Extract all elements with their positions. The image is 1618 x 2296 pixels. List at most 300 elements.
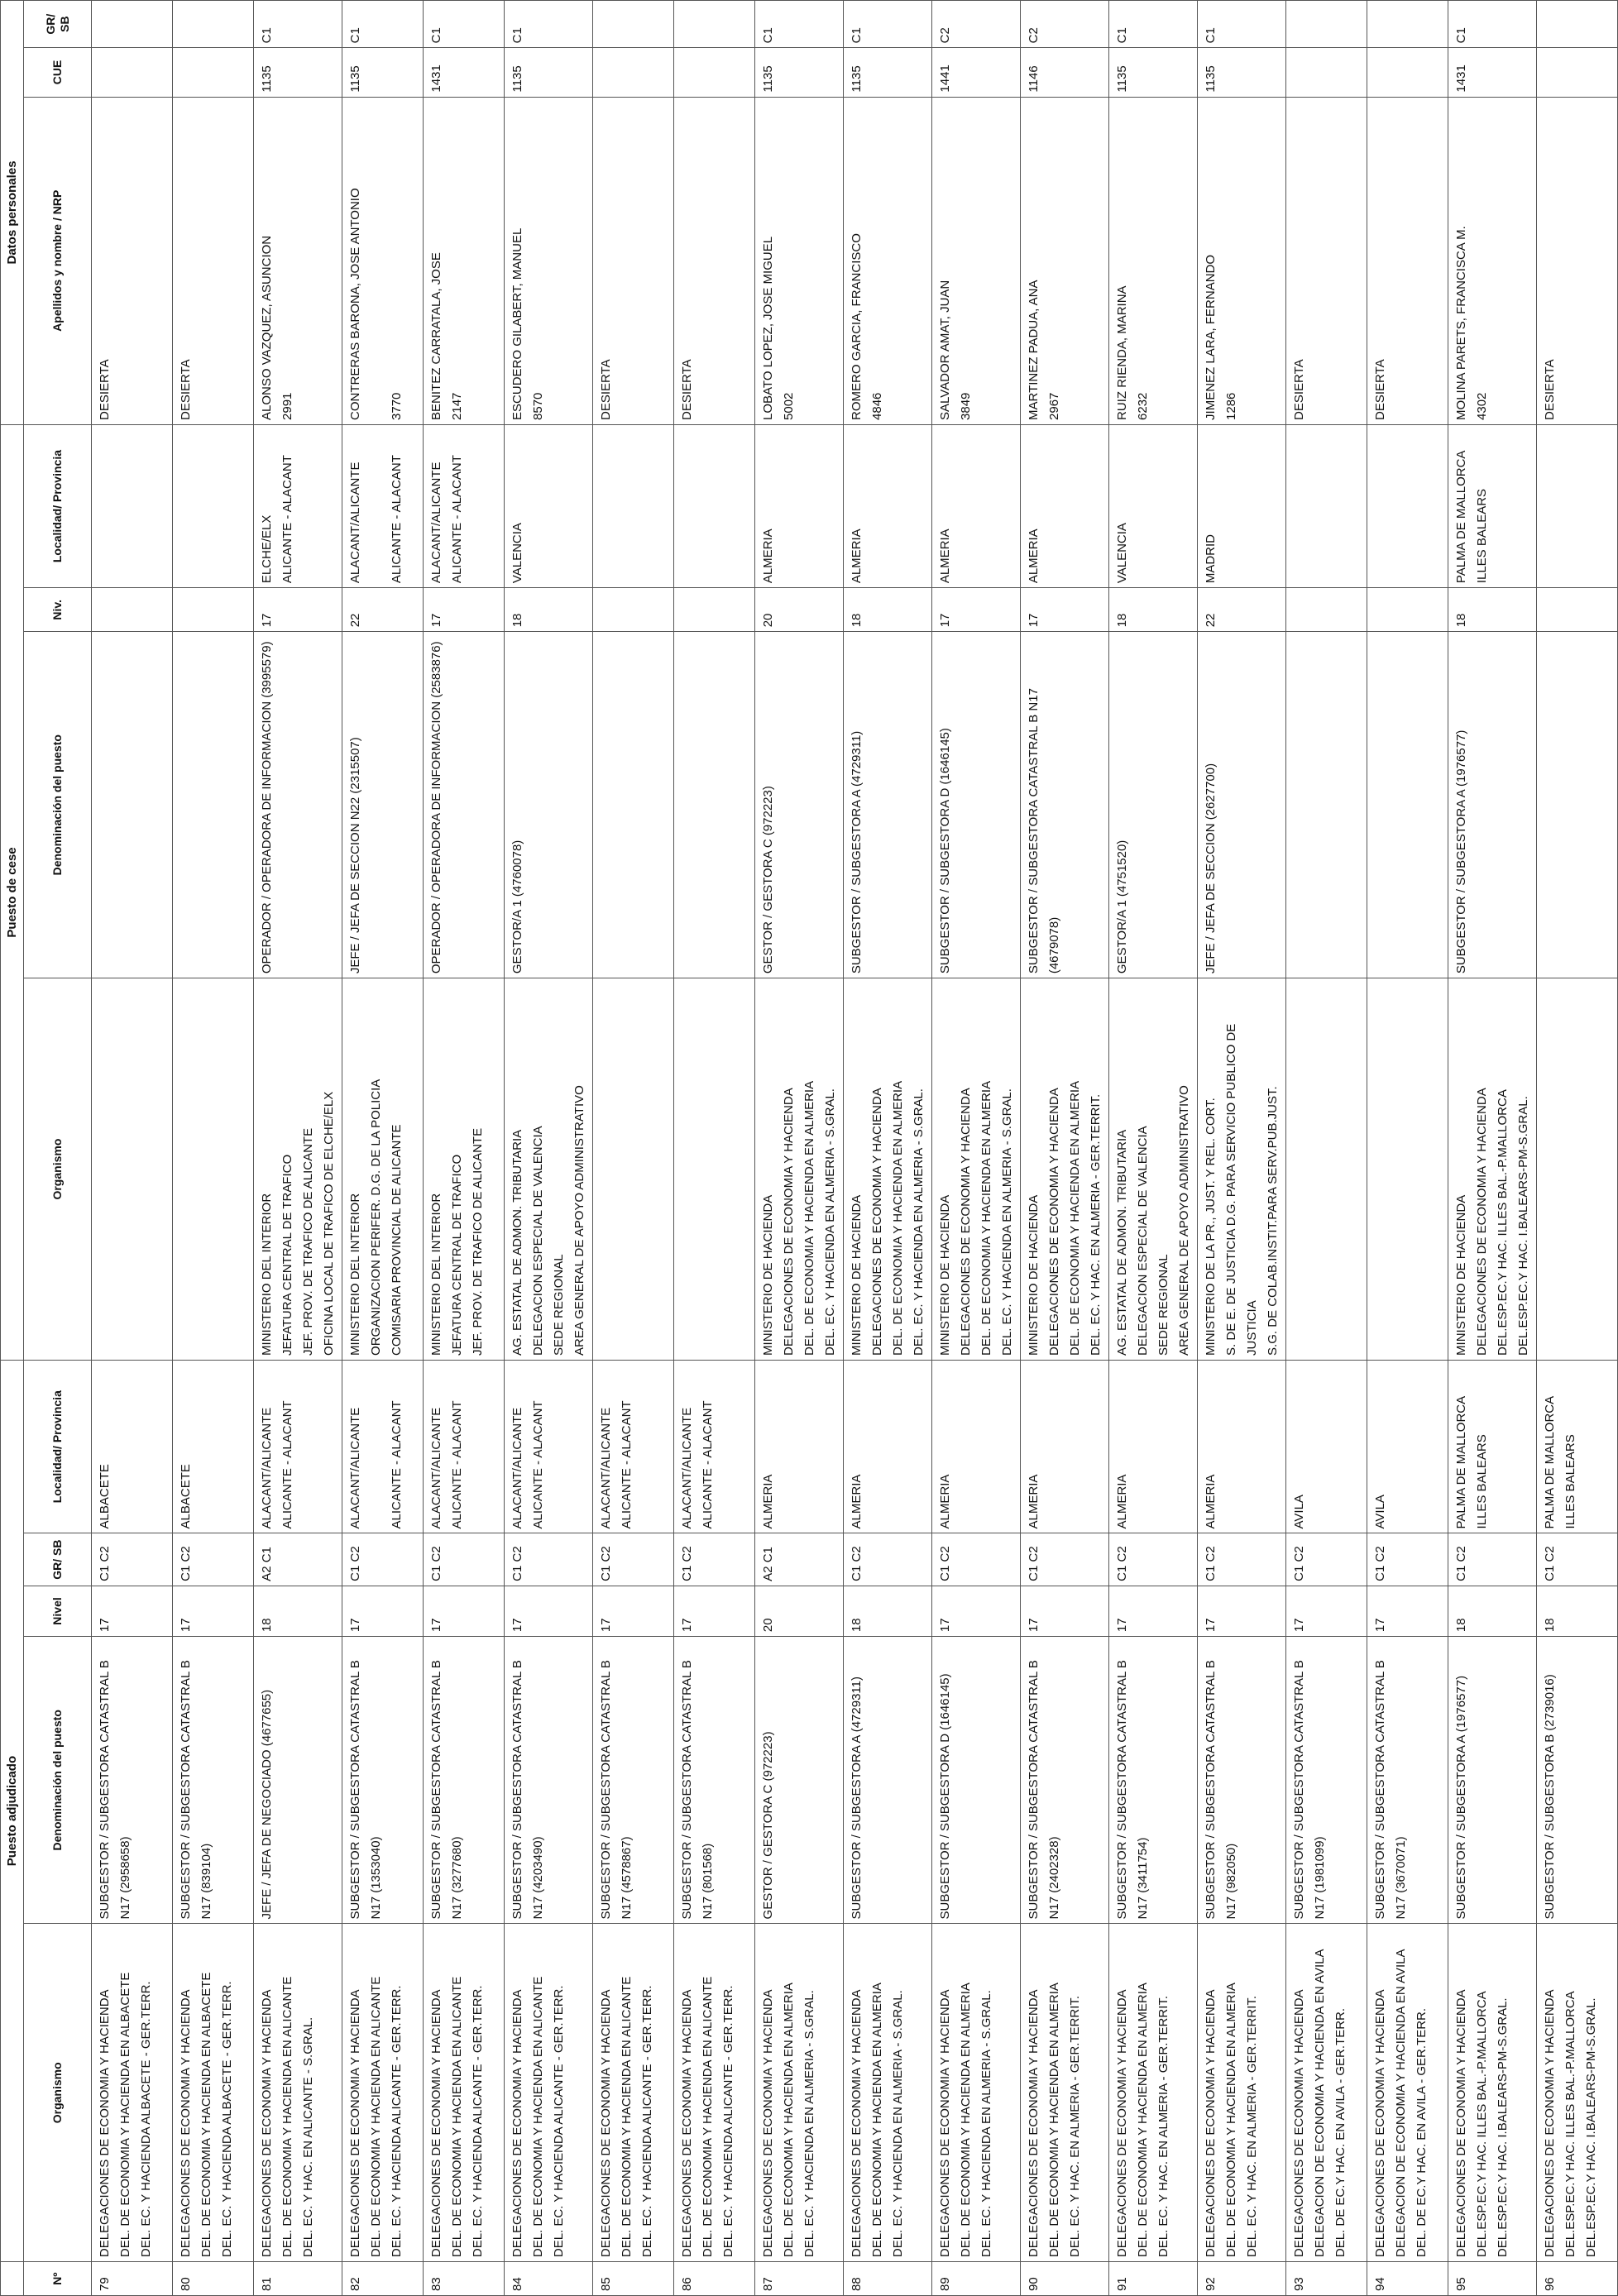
cell-cese-organismo bbox=[674, 978, 755, 1361]
cell-num: 96 bbox=[1537, 2262, 1618, 2296]
table-row bbox=[1286, 1, 1367, 2296]
cell-organismo bbox=[254, 1924, 342, 2262]
cell-organismo-line: DEL.ESP.EC.Y HAC. ILLES BAL.-P.MALLORCA bbox=[1475, 1991, 1489, 2258]
cell-num: 88 bbox=[844, 2262, 932, 2296]
cell-apellidos bbox=[505, 97, 593, 424]
cell-apellidos-line: DESIERTA bbox=[1373, 359, 1387, 420]
cell-nivel: 17 bbox=[424, 1586, 505, 1636]
cell-cese-localidad-line bbox=[366, 429, 386, 583]
cell-cese-organismo bbox=[254, 978, 342, 1361]
cell-organismo-line: DEL. EC. Y HAC. EN ALICANTE - S.GRAL. bbox=[301, 2016, 315, 2258]
cell-cese-nivel bbox=[173, 588, 254, 632]
cell-organismo-line: DELEGACIONES DE ECONOMIA Y HACIENDA bbox=[1454, 1989, 1468, 2258]
cell-cese-nivel: 22 bbox=[1198, 588, 1286, 632]
cell-cese-denominacion: SUBGESTOR / SUBGESTORA CATASTRAL B N17 (4679078) bbox=[1021, 632, 1109, 978]
cell-apellidos-line: SALVADOR AMAT, JUAN bbox=[938, 280, 952, 420]
table-body bbox=[92, 1, 1618, 2296]
table-row bbox=[755, 1, 844, 2296]
cell-cese-denominacion bbox=[674, 632, 755, 978]
cell-localidad-line: ALICANTE - ALACANT bbox=[280, 1400, 294, 1529]
cell-cese-organismo bbox=[844, 978, 932, 1361]
cell-localidad bbox=[505, 1360, 593, 1533]
cell-cese-localidad-line: MADRID bbox=[1204, 534, 1218, 584]
cell-grsb: C1 C2 bbox=[1537, 1533, 1618, 1586]
cell-localidad-line: ILLES BALEARS bbox=[1563, 1434, 1577, 1529]
cell-grsb: C1 C2 bbox=[505, 1533, 593, 1586]
cell-cese-organismo-line: DEL. EC. Y HACIENDA EN ALMERIA - S.GRAL. bbox=[912, 1088, 926, 1356]
cell-apellidos bbox=[1537, 97, 1618, 424]
cell-grsb: A2 C1 bbox=[755, 1533, 844, 1586]
cell-organismo bbox=[1109, 1924, 1198, 2262]
cell-cese-nivel: 17 bbox=[254, 588, 342, 632]
cell-cese-localidad-line: ALICANTE - ALACANT bbox=[390, 455, 404, 584]
cell-organismo-line: DEL. DE ECONOMIA Y HACIENDA EN ALICANTE bbox=[701, 1976, 715, 2258]
cell-organismo-line: DEL. EC. Y HAC. EN ALMERIA - GER.TERRIT. bbox=[1156, 1995, 1170, 2258]
cell-grsb: C1 C2 bbox=[92, 1533, 173, 1586]
cell-localidad-line: ALACANT/ALICANTE bbox=[599, 1407, 613, 1529]
cell-localidad bbox=[254, 1360, 342, 1533]
cell-apellidos bbox=[1367, 97, 1448, 424]
cell-organismo bbox=[1286, 1924, 1367, 2262]
cell-cese-localidad bbox=[1286, 424, 1367, 587]
cell-apellidos-line: 6232 bbox=[1136, 392, 1150, 420]
cell-num: 87 bbox=[755, 2262, 844, 2296]
col-denominacion: Denominación del puesto bbox=[24, 1637, 92, 1924]
cell-cese-organismo-line: MINISTERIO DE HACIENDA bbox=[938, 1194, 952, 1356]
cell-cese-organismo-line: DELEGACION ESPECIAL DE VALENCIA bbox=[531, 1126, 545, 1356]
cell-organismo-line: DEL. EC. Y HACIENDA ALICANTE - GER.TERR. bbox=[390, 1985, 404, 2258]
cell-cese-localidad-line: ALICANTE - ALACANT bbox=[450, 455, 464, 584]
cell-cese-organismo bbox=[173, 978, 254, 1361]
cell-organismo-line: DELEGACIONES DE ECONOMIA Y HACIENDA bbox=[510, 1989, 524, 2258]
cell-cese-grsb: C1 bbox=[342, 1, 424, 48]
cell-apellidos bbox=[173, 97, 254, 424]
cell-apellidos-line: ALONSO VAZQUEZ, ASUNCION bbox=[260, 235, 274, 420]
col-apellidos: Apellidos y nombre / NRP bbox=[24, 97, 92, 424]
cell-apellidos-line: BENITEZ CARRATALA, JOSE bbox=[429, 252, 443, 420]
cell-localidad bbox=[593, 1360, 674, 1533]
cell-apellidos-line: DESIERTA bbox=[680, 359, 694, 420]
cell-cese-organismo-line: DEL. DE ECONOMIA Y HACIENDA EN ALMERIA bbox=[1068, 1080, 1082, 1356]
cell-organismo bbox=[424, 1924, 505, 2262]
cell-grsb: C1 C2 bbox=[1448, 1533, 1537, 1586]
cell-cue bbox=[674, 48, 755, 97]
cell-apellidos bbox=[593, 97, 674, 424]
cell-organismo-line: DEL. DE ECONOMIA Y HACIENDA EN ALMERIA bbox=[959, 1983, 973, 2258]
cell-denominacion: GESTOR / GESTORA C (972223) bbox=[755, 1637, 844, 1924]
cell-organismo-line: DEL. EC. Y HACIENDA ALICANTE - GER.TERR. bbox=[721, 1985, 735, 2258]
cell-cese-localidad-line: ALMERIA bbox=[938, 529, 952, 584]
cell-denominacion: SUBGESTOR / SUBGESTORA CATASTRAL B N17 (801568) bbox=[674, 1637, 755, 1924]
cell-apellidos bbox=[674, 97, 755, 424]
cell-organismo-line: DEL. EC. Y HACIENDA EN ALMERIA - S.GRAL. bbox=[891, 1990, 905, 2258]
cell-apellidos-line: ROMERO GARCIA, FRANCISCO bbox=[850, 233, 864, 420]
cell-cue: 1431 bbox=[424, 48, 505, 97]
cell-localidad bbox=[1537, 1360, 1618, 1533]
col-num: Nº bbox=[24, 2262, 92, 2296]
cell-cese-grsb: C2 bbox=[932, 1, 1021, 48]
cell-cese-localidad bbox=[1021, 424, 1109, 587]
cell-organismo-line: DEL. EC. Y HAC. EN ALMERIA - GER.TERRIT. bbox=[1068, 1995, 1082, 2258]
cell-denominacion: SUBGESTOR / SUBGESTORA CATASTRAL B N17 (982050) bbox=[1198, 1637, 1286, 1924]
cell-organismo-line: DELEGACIONES DE ECONOMIA Y HACIENDA bbox=[1115, 1989, 1129, 2258]
cell-cue bbox=[1537, 48, 1618, 97]
cell-cese-denominacion bbox=[593, 632, 674, 978]
cell-denominacion: SUBGESTOR / SUBGESTORA D (1646145) bbox=[932, 1637, 1021, 1924]
cell-nivel: 17 bbox=[1286, 1586, 1367, 1636]
cell-num: 86 bbox=[674, 2262, 755, 2296]
cell-cese-nivel bbox=[1537, 588, 1618, 632]
table-row bbox=[593, 1, 674, 2296]
cell-cese-localidad bbox=[1198, 424, 1286, 587]
cell-organismo-line: DEL. EC. Y HACIENDA EN ALMERIA - S.GRAL. bbox=[979, 1990, 993, 2258]
col-localidad: Localidad/ Provincia bbox=[24, 1360, 92, 1533]
cell-apellidos-line: 3770 bbox=[390, 392, 404, 420]
cell-localidad-line: AVILA bbox=[1292, 1495, 1306, 1529]
cell-localidad bbox=[755, 1360, 844, 1533]
table-row bbox=[173, 1, 254, 2296]
table-row bbox=[1367, 1, 1448, 2296]
cell-grsb: C1 C2 bbox=[424, 1533, 505, 1586]
cell-cue: 1135 bbox=[505, 48, 593, 97]
cell-organismo bbox=[844, 1924, 932, 2262]
cell-cese-organismo bbox=[1537, 978, 1618, 1361]
cell-cese-grsb: C1 bbox=[1109, 1, 1198, 48]
cell-cese-organismo-line: SEDE REGIONAL bbox=[552, 1254, 566, 1356]
cell-denominacion: SUBGESTOR / SUBGESTORA B (2739016) bbox=[1537, 1637, 1618, 1924]
cell-cese-nivel bbox=[92, 588, 173, 632]
cell-nivel: 17 bbox=[1021, 1586, 1109, 1636]
cell-cese-grsb: C1 bbox=[505, 1, 593, 48]
cell-cese-organismo-line: DEL.ESP.EC.Y HAC. I.BALEARS-PM-S.GRAL. bbox=[1516, 1096, 1530, 1356]
cell-apellidos-line: DESIERTA bbox=[179, 359, 193, 420]
cell-cese-organismo-line: DEL.ESP.EC.Y HAC. ILLES BAL.-P.MALLORCA bbox=[1496, 1089, 1510, 1356]
group-puesto-adjudicado: Puesto adjudicado bbox=[1, 1360, 24, 2261]
cell-cese-organismo bbox=[92, 978, 173, 1361]
cell-organismo-line: DEL. DE ECONOMIA Y HACIENDA EN ALICANTE bbox=[450, 1976, 464, 2258]
cell-cese-organismo bbox=[932, 978, 1021, 1361]
group-datos-personales: Datos personales bbox=[1, 1, 24, 425]
cell-denominacion: SUBGESTOR / SUBGESTORA A (1976577) bbox=[1448, 1637, 1537, 1924]
cell-localidad-line bbox=[366, 1365, 386, 1529]
cell-organismo bbox=[755, 1924, 844, 2262]
cell-localidad bbox=[342, 1360, 424, 1533]
cell-localidad-line: ALMERIA bbox=[850, 1474, 864, 1529]
cell-cese-nivel: 17 bbox=[932, 588, 1021, 632]
cell-organismo-line: DEL. DE EC.Y HAC. EN AVILA - GER.TERR. bbox=[1333, 2007, 1348, 2258]
cell-organismo-line: DELEGACIONES DE ECONOMIA Y HACIENDA bbox=[348, 1989, 362, 2258]
cell-apellidos bbox=[342, 97, 424, 424]
cell-organismo-line: DELEGACIONES DE ECONOMIA Y HACIENDA bbox=[761, 1989, 775, 2258]
cell-cue: 1135 bbox=[1109, 48, 1198, 97]
col-cese-denominacion: Denominación del puesto bbox=[24, 632, 92, 978]
cell-cue bbox=[92, 48, 173, 97]
cell-organismo-line: DEL. DE ECONOMIA Y HACIENDA EN ALICANTE bbox=[531, 1976, 545, 2258]
cell-cese-localidad-line: ALICANTE - ALACANT bbox=[280, 455, 294, 584]
cell-cese-localidad bbox=[92, 424, 173, 587]
cell-localidad-line: ALBACETE bbox=[179, 1464, 193, 1529]
cell-cue: 1135 bbox=[342, 48, 424, 97]
cell-cese-denominacion: JEFE / JEFA DE SECCION N22 (2315507) bbox=[342, 632, 424, 978]
cell-localidad-line: ALACANT/ALICANTE bbox=[429, 1407, 443, 1529]
cell-cese-organismo bbox=[593, 978, 674, 1361]
cell-cese-denominacion: SUBGESTOR / SUBGESTORA A (4729311) bbox=[844, 632, 932, 978]
cell-cese-organismo-line: MINISTERIO DE HACIENDA bbox=[850, 1194, 864, 1356]
cell-organismo-line: DEL. DE ECONOMIA Y HACIENDA EN ALBACETE bbox=[118, 1972, 132, 2258]
cell-apellidos-line: DESIERTA bbox=[98, 359, 112, 420]
cell-num: 82 bbox=[342, 2262, 424, 2296]
cell-cese-organismo bbox=[1109, 978, 1198, 1361]
cell-cese-organismo bbox=[505, 978, 593, 1361]
cell-cese-localidad-line: ELCHE/ELX bbox=[260, 514, 274, 584]
cell-organismo-line: DEL. DE ECONOMIA Y HACIENDA EN ALMERIA bbox=[1047, 1983, 1061, 2258]
cell-apellidos-line: 1286 bbox=[1224, 392, 1238, 420]
cell-cese-localidad bbox=[505, 424, 593, 587]
cell-localidad-line: ALICANTE - ALACANT bbox=[450, 1400, 464, 1529]
cell-organismo-line: DEL.ESP.EC.Y HAC. I.BALEARS-PM-S.GRAL. bbox=[1584, 1997, 1598, 2258]
col-cue: CUE bbox=[24, 48, 92, 97]
cell-nivel: 17 bbox=[173, 1586, 254, 1636]
cell-cese-grsb bbox=[593, 1, 674, 48]
cell-apellidos bbox=[755, 97, 844, 424]
cell-organismo bbox=[1367, 1924, 1448, 2262]
cell-cese-grsb: C1 bbox=[254, 1, 342, 48]
cell-localidad bbox=[1367, 1360, 1448, 1533]
cell-apellidos-line: DESIERTA bbox=[1292, 359, 1306, 420]
cell-localidad-line: ALMERIA bbox=[1027, 1474, 1041, 1529]
cell-grsb: C1 C2 bbox=[844, 1533, 932, 1586]
cell-num: 83 bbox=[424, 2262, 505, 2296]
cell-localidad-line: ALMERIA bbox=[938, 1474, 952, 1529]
cell-organismo-line: DEL. EC. Y HAC. EN ALMERIA - GER.TERRIT. bbox=[1245, 1995, 1259, 2258]
table-row bbox=[505, 1, 593, 2296]
cell-cue: 1146 bbox=[1021, 48, 1109, 97]
col-cese-localidad: Localidad/ Provincia bbox=[24, 424, 92, 587]
cell-cese-grsb bbox=[674, 1, 755, 48]
cell-organismo-line: DELEGACIONES DE ECONOMIA Y HACIENDA bbox=[1373, 1989, 1387, 2258]
cell-num: 93 bbox=[1286, 2262, 1367, 2296]
cell-cese-organismo bbox=[342, 978, 424, 1361]
cell-apellidos bbox=[1448, 97, 1537, 424]
cell-organismo-line: DEL. EC. Y HACIENDA ALICANTE - GER.TERR. bbox=[552, 1985, 566, 2258]
cell-cese-organismo-line: COMISARIA PROVINCIAL DE ALICANTE bbox=[390, 1124, 404, 1356]
cell-cese-nivel: 18 bbox=[1448, 588, 1537, 632]
cell-cese-organismo-line: DEL. DE ECONOMIA Y HACIENDA EN ALMERIA bbox=[979, 1080, 993, 1356]
cell-denominacion: SUBGESTOR / SUBGESTORA CATASTRAL B N17 (3670071) bbox=[1367, 1637, 1448, 1924]
cell-nivel: 17 bbox=[593, 1586, 674, 1636]
table-row bbox=[1109, 1, 1198, 2296]
cell-num: 95 bbox=[1448, 2262, 1537, 2296]
cell-denominacion: SUBGESTOR / SUBGESTORA CATASTRAL B N17 (1353040) bbox=[342, 1637, 424, 1924]
cell-cese-denominacion: GESTOR / GESTORA C (972223) bbox=[755, 632, 844, 978]
cell-cue bbox=[173, 48, 254, 97]
col-grsb: GR/ SB bbox=[24, 1533, 92, 1586]
cell-localidad bbox=[844, 1360, 932, 1533]
cell-apellidos bbox=[254, 97, 342, 424]
cell-cese-organismo-line: MINISTERIO DE HACIENDA bbox=[1027, 1194, 1041, 1356]
cell-apellidos bbox=[92, 97, 173, 424]
cell-denominacion: SUBGESTOR / SUBGESTORA CATASTRAL B N17 (4578867) bbox=[593, 1637, 674, 1924]
cell-cese-organismo-line: JEFATURA CENTRAL DE TRAFICO bbox=[450, 1154, 464, 1356]
cell-cese-organismo-line: MINISTERIO DE HACIENDA bbox=[1454, 1194, 1468, 1356]
cell-organismo-line: DEL. EC. Y HACIENDA ALBACETE - GER.TERR. bbox=[220, 1981, 234, 2258]
cell-cese-denominacion: SUBGESTOR / SUBGESTORA A (1976577) bbox=[1448, 632, 1537, 978]
cell-grsb: C1 C2 bbox=[674, 1533, 755, 1586]
cell-cese-localidad bbox=[1537, 424, 1618, 587]
col-cese-grsb: GR/ SB bbox=[24, 1, 92, 48]
cell-organismo-line: DEL. EC. Y HACIENDA ALBACETE - GER.TERR. bbox=[139, 1981, 153, 2258]
cell-nivel: 18 bbox=[1448, 1586, 1537, 1636]
cell-cue: 1135 bbox=[254, 48, 342, 97]
cell-cese-nivel bbox=[674, 588, 755, 632]
cell-apellidos-line: 2147 bbox=[450, 392, 464, 420]
cell-localidad bbox=[932, 1360, 1021, 1533]
cell-organismo-line: DELEGACIONES DE ECONOMIA Y HACIENDA bbox=[1543, 1989, 1557, 2258]
cell-cese-localidad-line: ALMERIA bbox=[850, 529, 864, 584]
cell-cese-denominacion bbox=[173, 632, 254, 978]
cell-cese-organismo-line: JEFATURA CENTRAL DE TRAFICO bbox=[280, 1154, 294, 1356]
cell-num: 85 bbox=[593, 2262, 674, 2296]
cell-localidad-line: ALMERIA bbox=[761, 1474, 775, 1529]
cell-cese-nivel: 17 bbox=[1021, 588, 1109, 632]
cell-cese-grsb bbox=[1537, 1, 1618, 48]
cell-organismo-line: DELEGACIONES DE ECONOMIA Y HACIENDA bbox=[850, 1989, 864, 2258]
col-cese-nivel: Niv. bbox=[24, 588, 92, 632]
cell-organismo bbox=[1537, 1924, 1618, 2262]
cell-cese-localidad bbox=[1367, 424, 1448, 587]
cell-organismo bbox=[593, 1924, 674, 2262]
cell-cese-organismo-line: AG. ESTATAL DE ADMON. TRIBUTARIA bbox=[1115, 1129, 1129, 1356]
cell-organismo-line: DEL. DE ECONOMIA Y HACIENDA EN ALICANTE bbox=[280, 1976, 294, 2258]
cell-apellidos bbox=[1021, 97, 1109, 424]
cell-cese-nivel: 17 bbox=[424, 588, 505, 632]
cell-organismo bbox=[173, 1924, 254, 2262]
cell-cese-organismo bbox=[1286, 978, 1367, 1361]
cell-cese-organismo-line: MINISTERIO DEL INTERIOR bbox=[429, 1193, 443, 1356]
cell-organismo-line: DEL. DE ECONOMIA Y HACIENDA EN ALMERIA bbox=[870, 1983, 884, 2258]
table-header bbox=[1, 1, 92, 2296]
cell-apellidos-line: ESCUDERO GILABERT, MANUEL bbox=[510, 227, 524, 420]
cell-apellidos-line: CONTRERAS BARONA, JOSE ANTONIO bbox=[348, 188, 362, 420]
cell-cese-organismo bbox=[1021, 978, 1109, 1361]
cell-cese-organismo-line: DELEGACIONES DE ECONOMIA Y HACIENDA bbox=[959, 1088, 973, 1356]
cell-localidad-line: ALACANT/ALICANTE bbox=[348, 1407, 362, 1529]
cell-grsb: A2 C1 bbox=[254, 1533, 342, 1586]
cell-cese-organismo-line: DEL. EC. Y HAC. EN ALMERIA - GER.TERRIT. bbox=[1089, 1093, 1103, 1356]
cell-cese-organismo-line: MINISTERIO DE LA PR., JUST. Y REL. CORT. bbox=[1204, 1098, 1218, 1356]
cell-apellidos-line: MARTINEZ PADUA, ANA bbox=[1027, 280, 1041, 420]
cell-cese-grsb bbox=[1367, 1, 1448, 48]
cell-cese-grsb: C1 bbox=[844, 1, 932, 48]
cell-cese-organismo-line: MINISTERIO DE HACIENDA bbox=[761, 1194, 775, 1356]
table-row bbox=[1537, 1, 1618, 2296]
cell-organismo-line: DEL. DE ECONOMIA Y HACIENDA EN ALMERIA bbox=[1224, 1983, 1238, 2258]
cell-localidad bbox=[1198, 1360, 1286, 1533]
cell-organismo-line: DELEGACIONES DE ECONOMIA Y HACIENDA bbox=[599, 1989, 613, 2258]
col-organismo: Organismo bbox=[24, 1924, 92, 2262]
cell-cese-organismo-line: MINISTERIO DEL INTERIOR bbox=[260, 1193, 274, 1356]
cell-organismo-line: DEL.ESP.EC.Y HAC. ILLES BAL.-P.MALLORCA bbox=[1563, 1991, 1577, 2258]
cell-apellidos bbox=[1109, 97, 1198, 424]
cell-localidad-line: ALICANTE - ALACANT bbox=[701, 1400, 715, 1529]
cell-cese-localidad bbox=[342, 424, 424, 587]
cell-organismo-line: DEL. DE ECONOMIA Y HACIENDA EN ALBACETE bbox=[199, 1972, 213, 2258]
num-header-spacer bbox=[1, 2262, 24, 2296]
cell-denominacion: SUBGESTOR / SUBGESTORA CATASTRAL B N17 (4203490) bbox=[505, 1637, 593, 1924]
cell-cese-organismo-line: AREA GENERAL DE APOYO ADMINISTRATIVO bbox=[572, 1085, 586, 1356]
cell-organismo-line: DEL. EC. Y HACIENDA EN ALMERIA - S.GRAL. bbox=[802, 1990, 816, 2258]
cell-apellidos-line: 2967 bbox=[1047, 392, 1061, 420]
table-row bbox=[674, 1, 755, 2296]
cell-nivel: 20 bbox=[755, 1586, 844, 1636]
group-puesto-cese: Puesto de cese bbox=[1, 424, 24, 1360]
cell-nivel: 18 bbox=[844, 1586, 932, 1636]
table-row bbox=[1448, 1, 1537, 2296]
cell-cue: 1135 bbox=[1198, 48, 1286, 97]
cell-grsb: C1 C2 bbox=[932, 1533, 1021, 1586]
table-row bbox=[844, 1, 932, 2296]
cell-cese-denominacion: GESTOR/A 1 (4760078) bbox=[505, 632, 593, 978]
cell-cese-organismo-line: S.G. DE COLAB.INSTIT.PARA SERV.PUB.JUST. bbox=[1266, 1086, 1280, 1356]
cell-num: 94 bbox=[1367, 2262, 1448, 2296]
cell-cese-grsb bbox=[173, 1, 254, 48]
cell-apellidos bbox=[424, 97, 505, 424]
cell-num: 89 bbox=[932, 2262, 1021, 2296]
cell-grsb: C1 C2 bbox=[1367, 1533, 1448, 1586]
cell-cue: 1441 bbox=[932, 48, 1021, 97]
cell-cese-localidad-line: VALENCIA bbox=[510, 523, 524, 584]
cell-cese-denominacion bbox=[1367, 632, 1448, 978]
cell-organismo-line: DELEGACIONES DE ECONOMIA Y HACIENDA bbox=[179, 1989, 193, 2258]
cell-cese-organismo-line: DELEGACIONES DE ECONOMIA Y HACIENDA bbox=[782, 1088, 796, 1356]
cell-cese-grsb: C1 bbox=[755, 1, 844, 48]
cell-cese-localidad bbox=[1448, 424, 1537, 587]
cell-num: 91 bbox=[1109, 2262, 1198, 2296]
cell-cese-organismo bbox=[1367, 978, 1448, 1361]
cell-nivel: 17 bbox=[342, 1586, 424, 1636]
cell-organismo-line: DELEGACIONES DE ECONOMIA Y HACIENDA bbox=[680, 1989, 694, 2258]
cell-cese-denominacion bbox=[92, 632, 173, 978]
cell-apellidos-line: DESIERTA bbox=[599, 359, 613, 420]
cell-apellidos bbox=[1286, 97, 1367, 424]
cell-localidad-line: ALICANTE - ALACANT bbox=[390, 1400, 404, 1529]
cell-apellidos-line: 2991 bbox=[280, 392, 294, 420]
cell-cese-nivel: 20 bbox=[755, 588, 844, 632]
cell-cese-organismo-line: S. DE E. DE JUSTICIA D.G. PARA SERVICIO PUBLICO DE JUSTICIA bbox=[1224, 1023, 1259, 1356]
cell-num: 92 bbox=[1198, 2262, 1286, 2296]
cell-cese-nivel: 18 bbox=[1109, 588, 1198, 632]
cell-localidad-line: PALMA DE MALLORCA bbox=[1543, 1395, 1557, 1529]
cell-num: 81 bbox=[254, 2262, 342, 2296]
table-row bbox=[424, 1, 505, 2296]
cell-cese-organismo-line: DELEGACIONES DE ECONOMIA Y HACIENDA bbox=[870, 1088, 884, 1356]
cell-cese-organismo-line: ORGANIZACION PERIFER. D.G. DE LA POLICIA bbox=[369, 1079, 383, 1356]
col-cese-organismo: Organismo bbox=[24, 978, 92, 1361]
cell-denominacion: SUBGESTOR / SUBGESTORA A (4729311) bbox=[844, 1637, 932, 1924]
cell-cese-organismo-line: AREA GENERAL DE APOYO ADMINISTRATIVO bbox=[1177, 1085, 1191, 1356]
cell-cese-organismo bbox=[424, 978, 505, 1361]
cell-cese-grsb bbox=[1286, 1, 1367, 48]
cell-apellidos-line: 4302 bbox=[1475, 392, 1489, 420]
cell-cese-localidad-line: ALMERIA bbox=[761, 529, 775, 584]
cell-cese-nivel bbox=[1286, 588, 1367, 632]
cell-denominacion: SUBGESTOR / SUBGESTORA CATASTRAL B N17 (3277680) bbox=[424, 1637, 505, 1924]
cell-nivel: 18 bbox=[1537, 1586, 1618, 1636]
cell-cue bbox=[593, 48, 674, 97]
cell-cese-localidad bbox=[674, 424, 755, 587]
cell-organismo bbox=[1198, 1924, 1286, 2262]
cell-cese-nivel bbox=[1367, 588, 1448, 632]
